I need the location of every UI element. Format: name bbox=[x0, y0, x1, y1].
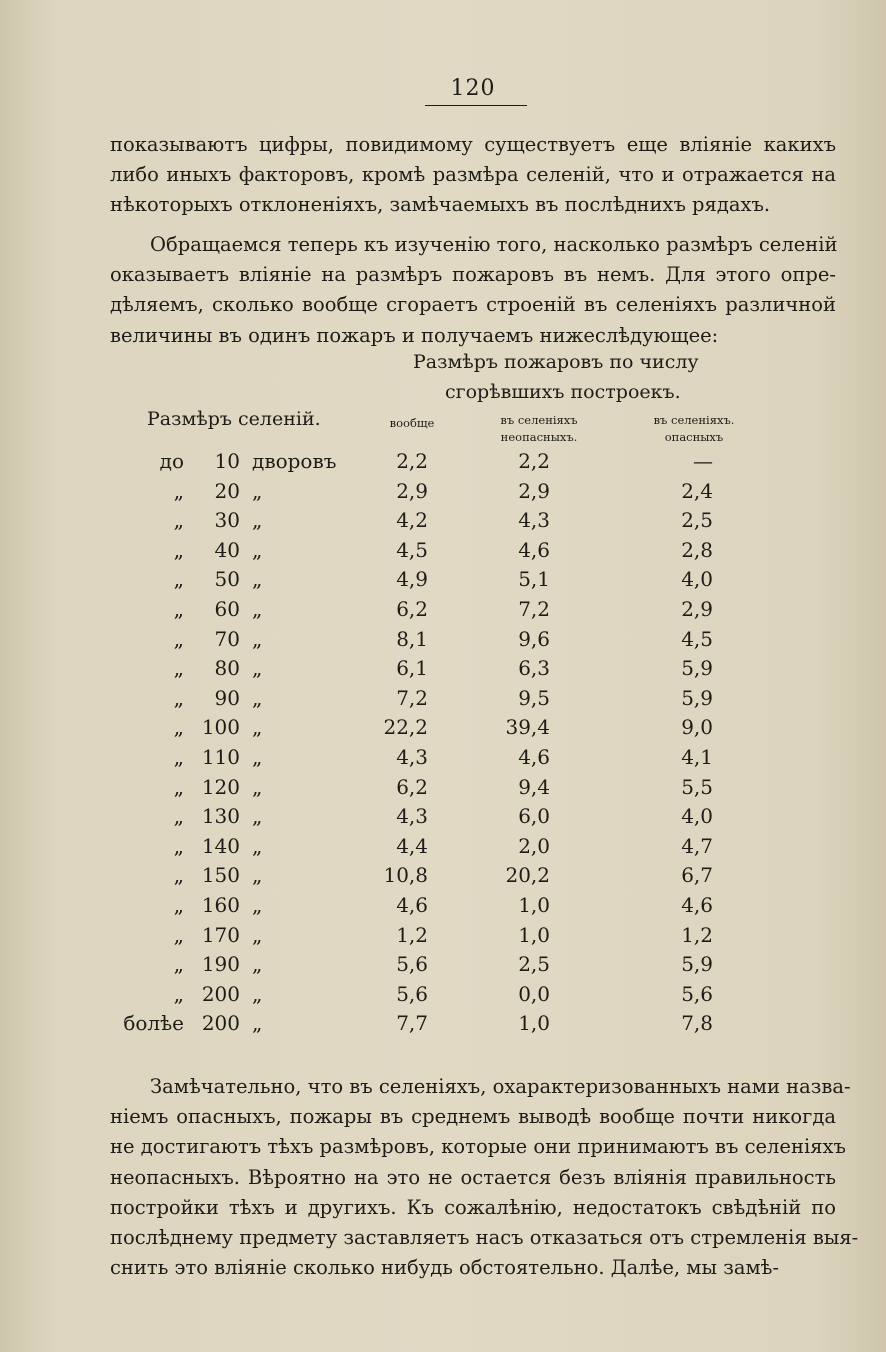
row-value-safe: 7,2 bbox=[518, 596, 550, 621]
row-size: 70 bbox=[214, 626, 240, 651]
text-line: Обращаемся теперь къ изученію того, насколько размѣръ селеній bbox=[150, 233, 838, 256]
table-row bbox=[0, 893, 886, 923]
table-row bbox=[0, 745, 886, 775]
text-line: нѣкоторыхъ отклоненіяхъ, замѣчаемыхъ въ послѣднихъ рядахъ. bbox=[110, 193, 771, 217]
column-header-danger bbox=[636, 412, 752, 446]
table-row bbox=[0, 449, 886, 479]
row-unit: „ bbox=[252, 596, 263, 621]
row-prefix: „ bbox=[173, 981, 184, 1006]
row-value-danger: 4,5 bbox=[681, 626, 713, 651]
row-prefix: „ bbox=[173, 744, 184, 769]
row-value-safe: 2,0 bbox=[518, 833, 550, 858]
row-size: 200 bbox=[201, 1011, 240, 1036]
row-value-danger: 4,0 bbox=[681, 804, 713, 829]
table-row bbox=[0, 1011, 886, 1041]
table-row bbox=[0, 982, 886, 1012]
row-prefix: „ bbox=[173, 567, 184, 592]
row-value-danger: 9,0 bbox=[681, 715, 713, 740]
text-line: послѣднему предмету заставляетъ насъ отказаться отъ стремленія выя- bbox=[110, 1226, 859, 1250]
column-header-safe bbox=[485, 412, 593, 446]
row-value-safe: 2,2 bbox=[518, 449, 550, 473]
row-value-safe: 1,0 bbox=[518, 1011, 550, 1036]
row-value-all: 22,2 bbox=[383, 715, 428, 740]
row-size: 150 bbox=[201, 863, 240, 888]
row-value-safe: 2,9 bbox=[518, 478, 550, 503]
row-value-all: 10,8 bbox=[383, 863, 428, 888]
row-value-safe: 4,6 bbox=[518, 537, 550, 562]
row-size: 120 bbox=[201, 774, 240, 799]
row-value-all: 6,1 bbox=[396, 656, 428, 681]
row-prefix: „ bbox=[173, 596, 184, 621]
row-value-all: 6,2 bbox=[396, 596, 428, 621]
table-row bbox=[0, 597, 886, 627]
row-prefix: „ bbox=[173, 626, 184, 651]
row-value-danger: 5,5 bbox=[681, 774, 713, 799]
row-size: 190 bbox=[201, 952, 240, 977]
table-row bbox=[0, 567, 886, 597]
row-value-all: 4,9 bbox=[396, 567, 428, 592]
text-line: снить это вліяніе сколько нибудь обстоятельно. Далѣе, мы замѣ- bbox=[110, 1256, 779, 1280]
row-size: 20 bbox=[214, 478, 240, 503]
table-row bbox=[0, 538, 886, 568]
row-value-all: 2,2 bbox=[396, 449, 428, 473]
row-unit: „ bbox=[252, 922, 263, 947]
row-size: 50 bbox=[214, 567, 240, 592]
row-size: 140 bbox=[201, 833, 240, 858]
column-header-safe-line1: въ селеніяхъ bbox=[500, 413, 578, 427]
row-value-safe: 6,3 bbox=[518, 656, 550, 681]
row-value-safe: 5,1 bbox=[518, 567, 550, 592]
table-group-header: Размѣръ пожаровъ по числу bbox=[413, 351, 699, 373]
row-prefix: „ bbox=[173, 478, 184, 503]
row-value-safe: 1,0 bbox=[518, 892, 550, 917]
row-value-all: 5,6 bbox=[396, 981, 428, 1006]
paragraph-3 bbox=[110, 1072, 859, 1283]
table-row bbox=[0, 656, 886, 686]
row-value-safe: 1,0 bbox=[518, 922, 550, 947]
table-body bbox=[0, 449, 886, 1041]
table-row bbox=[0, 863, 886, 893]
text-line: либо иныхъ факторовъ, кромѣ размѣра селеній, что и отражается на bbox=[110, 163, 836, 187]
row-value-safe: 2,5 bbox=[518, 952, 550, 977]
row-unit: „ bbox=[252, 744, 263, 769]
row-unit: „ bbox=[252, 863, 263, 888]
text-line: неопасныхъ. Вѣроятно на это не остается безъ вліянія правильность bbox=[110, 1165, 836, 1189]
row-prefix: „ bbox=[173, 833, 184, 858]
row-unit: „ bbox=[252, 567, 263, 592]
row-value-all: 1,2 bbox=[396, 922, 428, 947]
row-unit: „ bbox=[252, 774, 263, 799]
row-size: 80 bbox=[214, 656, 240, 681]
row-value-all: 4,4 bbox=[396, 833, 428, 858]
intro-paragraph bbox=[110, 130, 836, 221]
row-value-all: 8,1 bbox=[396, 626, 428, 651]
row-unit: „ bbox=[252, 715, 263, 740]
row-value-safe: 9,5 bbox=[518, 685, 550, 710]
row-size: 130 bbox=[201, 804, 240, 829]
row-unit: „ bbox=[252, 537, 263, 562]
column-header-safe-line2: неопасныхъ. bbox=[500, 430, 578, 444]
row-unit: „ bbox=[252, 1011, 263, 1036]
row-prefix: „ bbox=[173, 508, 184, 533]
row-value-safe: 0,0 bbox=[518, 981, 550, 1006]
row-value-danger: 4,6 bbox=[681, 892, 713, 917]
row-unit: „ bbox=[252, 656, 263, 681]
row-unit: „ bbox=[252, 508, 263, 533]
row-prefix: „ bbox=[173, 774, 184, 799]
row-prefix: „ bbox=[173, 685, 184, 710]
row-size: 160 bbox=[201, 892, 240, 917]
row-prefix: „ bbox=[173, 804, 184, 829]
row-size: 10 bbox=[214, 449, 240, 473]
row-value-danger: 2,8 bbox=[681, 537, 713, 562]
text-line: оказываетъ вліяніе на размѣръ пожаровъ въ немъ. Для этого опре- bbox=[110, 263, 836, 287]
row-value-all: 5,6 bbox=[396, 952, 428, 977]
row-value-danger: 2,9 bbox=[681, 596, 713, 621]
row-value-all: 4,6 bbox=[396, 892, 428, 917]
table-row bbox=[0, 715, 886, 745]
row-size: 40 bbox=[214, 537, 240, 562]
table-row bbox=[0, 508, 886, 538]
table-row bbox=[0, 923, 886, 953]
row-value-safe: 9,6 bbox=[518, 626, 550, 651]
row-value-all: 7,7 bbox=[396, 1011, 428, 1036]
table-group-header-cont: сгорѣвшихъ построекъ. bbox=[445, 381, 681, 403]
row-value-danger: — bbox=[693, 449, 713, 473]
row-value-safe: 6,0 bbox=[518, 804, 550, 829]
row-unit: „ bbox=[252, 478, 263, 503]
row-prefix: „ bbox=[173, 922, 184, 947]
row-prefix: „ bbox=[173, 863, 184, 888]
row-prefix: „ bbox=[173, 656, 184, 681]
table-row bbox=[0, 952, 886, 982]
row-value-danger: 4,7 bbox=[681, 833, 713, 858]
row-value-danger: 5,9 bbox=[681, 656, 713, 681]
page-number-rule bbox=[425, 105, 527, 106]
table-row bbox=[0, 479, 886, 509]
column-header-danger-line2: опасныхъ bbox=[664, 430, 724, 444]
row-value-danger: 5,9 bbox=[681, 952, 713, 977]
row-size: 110 bbox=[201, 744, 240, 769]
row-prefix: „ bbox=[173, 715, 184, 740]
row-value-all: 4,3 bbox=[396, 804, 428, 829]
row-unit: „ bbox=[252, 952, 263, 977]
text-line: ніемъ опасныхъ, пожары въ среднемъ выводѣ вообще почти никогда bbox=[110, 1105, 836, 1129]
row-size: 90 bbox=[214, 685, 240, 710]
text-line: Замѣчательно, что въ селеніяхъ, охарактеризованныхъ нами назва- bbox=[150, 1075, 851, 1098]
row-value-danger: 1,2 bbox=[681, 922, 713, 947]
table-row bbox=[0, 834, 886, 864]
row-value-all: 6,2 bbox=[396, 774, 428, 799]
row-value-all: 4,2 bbox=[396, 508, 428, 533]
row-size: 200 bbox=[201, 981, 240, 1006]
row-value-danger: 7,8 bbox=[681, 1011, 713, 1036]
row-unit: „ bbox=[252, 833, 263, 858]
text-line: дѣляемъ, сколько вообще сгораетъ строеній въ селеніяхъ различной bbox=[110, 293, 836, 317]
column-header-all bbox=[384, 415, 440, 432]
text-line: не достигаютъ тѣхъ размѣровъ, которые они принимаютъ въ селеніяхъ bbox=[110, 1135, 846, 1159]
row-value-all: 4,3 bbox=[396, 744, 428, 769]
column-header-all-label: вообще bbox=[389, 416, 435, 430]
column-header-danger-line1: въ селеніяхъ. bbox=[653, 413, 735, 427]
row-value-danger: 6,7 bbox=[681, 863, 713, 888]
row-unit: „ bbox=[252, 892, 263, 917]
row-value-safe: 4,3 bbox=[518, 508, 550, 533]
row-value-safe: 20,2 bbox=[505, 863, 550, 888]
row-unit: „ bbox=[252, 981, 263, 1006]
table-row-header: Размѣръ селеній. bbox=[147, 408, 321, 430]
table-row bbox=[0, 686, 886, 716]
row-size: 30 bbox=[214, 508, 240, 533]
row-value-all: 2,9 bbox=[396, 478, 428, 503]
row-prefix: до bbox=[159, 449, 184, 473]
row-value-all: 7,2 bbox=[396, 685, 428, 710]
row-value-safe: 39,4 bbox=[505, 715, 550, 740]
table-row bbox=[0, 627, 886, 657]
row-value-danger: 5,9 bbox=[681, 685, 713, 710]
text-line: постройки тѣхъ и другихъ. Къ сожалѣнію, недостатокъ свѣдѣній по bbox=[110, 1195, 836, 1219]
row-size: 170 bbox=[201, 922, 240, 947]
text-line: показываютъ цифры, повидимому существуетъ еще вліяніе какихъ bbox=[110, 133, 836, 156]
table-row bbox=[0, 804, 886, 834]
row-unit: „ bbox=[252, 626, 263, 651]
row-prefix: болѣе bbox=[123, 1011, 184, 1036]
row-value-danger: 2,5 bbox=[681, 508, 713, 533]
row-unit: „ bbox=[252, 685, 263, 710]
row-prefix: „ bbox=[173, 537, 184, 562]
row-value-danger: 4,1 bbox=[681, 744, 713, 769]
row-prefix: „ bbox=[173, 952, 184, 977]
row-size: 60 bbox=[214, 596, 240, 621]
row-unit: „ bbox=[252, 804, 263, 829]
row-value-safe: 4,6 bbox=[518, 744, 550, 769]
row-value-safe: 9,4 bbox=[518, 774, 550, 799]
row-value-all: 4,5 bbox=[396, 537, 428, 562]
paragraph-2 bbox=[110, 230, 836, 351]
row-value-danger: 4,0 bbox=[681, 567, 713, 592]
page-number: 120 bbox=[450, 76, 496, 101]
row-value-danger: 2,4 bbox=[681, 478, 713, 503]
text-line: величины въ одинъ пожаръ и получаемъ нижеслѣдующее: bbox=[110, 323, 719, 347]
row-unit: дворовъ bbox=[252, 449, 337, 473]
table-row bbox=[0, 775, 886, 805]
row-size: 100 bbox=[201, 715, 240, 740]
row-prefix: „ bbox=[173, 892, 184, 917]
row-value-danger: 5,6 bbox=[681, 981, 713, 1006]
